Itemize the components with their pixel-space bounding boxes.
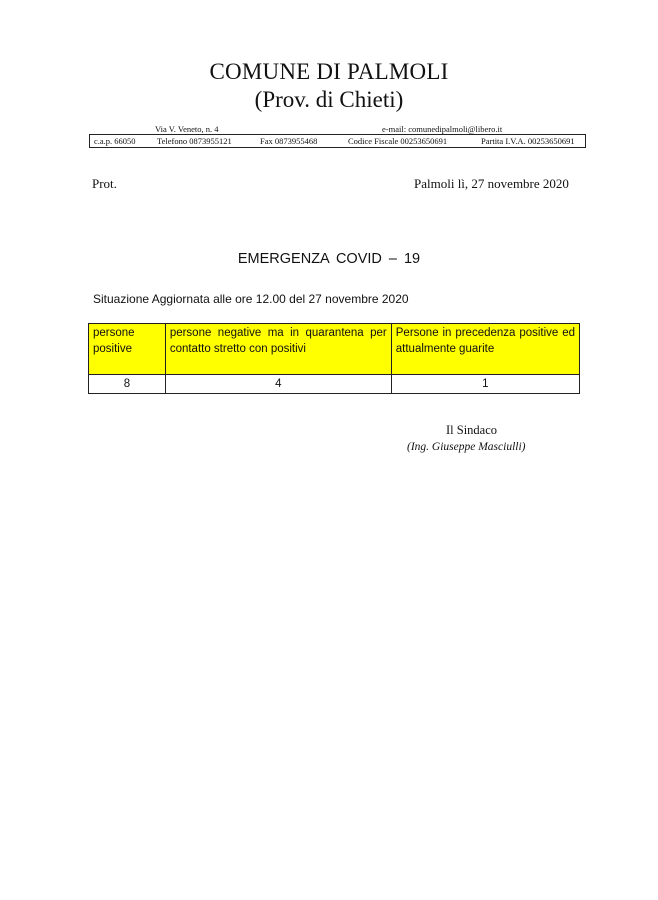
- signature-name: (Ing. Giuseppe Masciulli): [407, 441, 526, 453]
- table-header-row: [89, 324, 580, 375]
- vat-number-text: Partita I.V.A. 00253650691: [481, 136, 575, 146]
- table-header-cell: persone negative ma in quarantena per contatto stretto con positivi: [165, 324, 391, 375]
- covid-table: [88, 323, 580, 394]
- cap-text: c.a.p. 66050: [94, 136, 136, 146]
- contact-box: [89, 134, 586, 148]
- fax-text: Fax 0873955468: [260, 136, 318, 146]
- page-subtitle: (Prov. di Chieti): [254, 87, 404, 112]
- situation-text: Situazione Aggiornata alle ore 12.00 del 27 novembre 2020: [93, 292, 409, 306]
- signature-title: Il Sindaco: [446, 423, 498, 437]
- table-header-cell: persone positive: [89, 324, 166, 375]
- email-text: e-mail: comunedipalmoli@libero.it: [382, 124, 503, 134]
- table-header-cell: Persone in precedenza positive ed attualmente guarite: [391, 324, 579, 375]
- place-date: Palmoli lì, 27 novembre 2020: [414, 176, 569, 191]
- protocol-label: Prot.: [92, 176, 117, 191]
- table-cell: 4: [165, 375, 391, 394]
- table-row: [89, 375, 580, 394]
- table-cell: 1: [391, 375, 579, 394]
- fiscal-code-text: Codice Fiscale 00253650691: [348, 136, 448, 146]
- page-title: COMUNE DI PALMOLI: [209, 59, 449, 84]
- table-cell: 8: [89, 375, 166, 394]
- section-heading: EMERGENZA COVID – 19: [237, 251, 421, 267]
- phone-text: Telefono 0873955121: [157, 136, 232, 146]
- address-text: Via V. Veneto, n. 4: [155, 124, 219, 134]
